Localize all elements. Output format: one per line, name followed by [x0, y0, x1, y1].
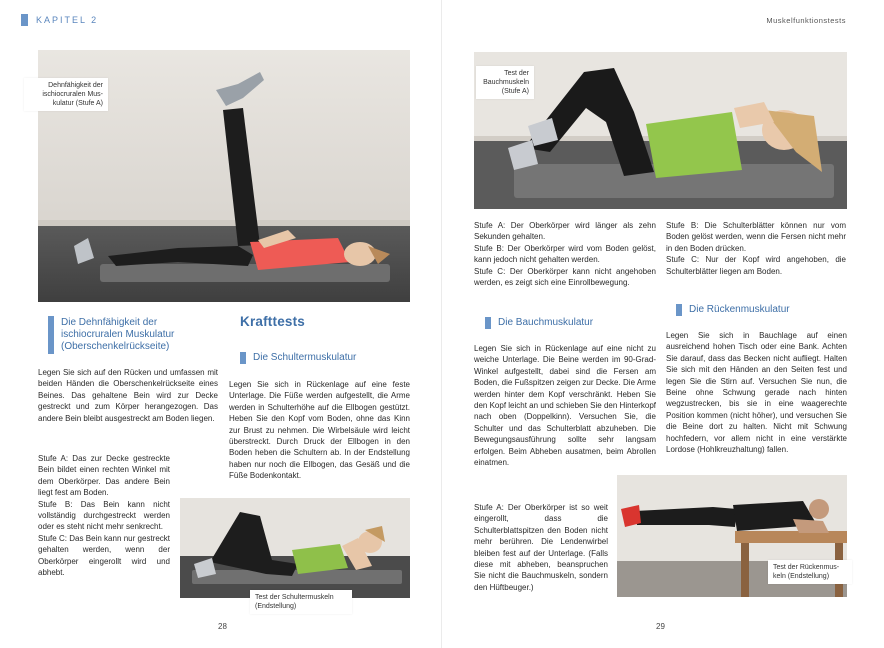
right-page	[442, 0, 884, 648]
heading-bauchmuskulatur: Die Bauchmuskulatur	[498, 317, 594, 328]
text-ruecken: Legen Sie sich in Bauchlage auf einen ausreichend hohen Tisch oder eine Bank. Achten Sie darauf, dass das Becken nicht aufliegt. Halten Sie sich mit den Händen an den Seiten fest und legen Sie die Stirn auf. Versuchen Sie nun, die Beine ohne Schwung gerade nach hinten wegzustrecken, bis sie in eine waagerechte Position kommen (nicht höher), und versuchen Sie die Beine dort zu halten. Nicht mit Schwung hochfedern, vor allem nicht in eine verstärkte Lordose (Hohlkreuzhaltung) fallen.	[666, 331, 847, 455]
heading-bar	[676, 304, 682, 316]
caption-hamstring: Dehnfähigkeit der ischiocruralen Mus- kulatur (Stufe A)	[24, 78, 108, 111]
page-number-left: 28	[218, 622, 227, 631]
text-dehn-intro: Legen Sie sich auf den Rücken und umfassen mit beiden Händen die Oberschenkelrückseite eines Beines. Das gehaltene Bein wird zur Decke gestreckt und zum Körper herangezogen. Das andere Bein bleibt ausgestreckt am Boden liegen.	[38, 368, 218, 423]
text-bauch-stufe-a: Stufe A: Der Oberkörper ist so weit eingerollt, dass die Schulterblattspitzen den Boden nicht mehr berühren. Die Lendenwirbel bleiben fest auf der Unterlage. (Falls diese mit abheben, beanspruchen Sie nicht die Bauchmuskeln, sondern den Hüftbeuger.)	[474, 503, 608, 592]
heading-bar	[48, 316, 54, 354]
heading-dehnfaehigkeit: Die Dehnfähigkeit der ischiocruralen Muskulatur (Oberschenkelrückseite)	[61, 317, 175, 352]
shoulder-test-image	[180, 498, 410, 598]
caption-abdominal: Test der Bauchmuskeln (Stufe A)	[476, 66, 534, 99]
text-dehn-stufen: Stufe A: Das zur Decke gestreckte Bein bildet einen rechten Winkel mit dem Oberkörper. Das andere Bein liegt fest am Boden. Stufe B: Das Bein kann nicht vollständig durchgestreckt werden oder es steht nicht mehr senkrecht. Stufe C: Das Bein kann nur gestreckt gehalten werden, wenn der Oberkörper eingerollt wird und abhebt.	[38, 454, 170, 578]
chapter-label: KAPITEL 2	[36, 15, 99, 25]
heading-schultermuskulatur: Die Schultermuskulatur	[253, 352, 357, 363]
heading-bar	[240, 352, 246, 364]
heading-krafttests: Krafttests	[240, 314, 306, 329]
caption-shoulder: Test der Schultermuskeln (Endstellung)	[250, 590, 352, 614]
text-bauch-stufen-bc: Stufe B: Die Schulterblätter können nur vom Boden gelöst werden, wenn die Fersen nicht mehr in den Boden drücken. Stufe C: Nur der Kopf wird angehoben, die Schulterblätter liegen am Boden.	[666, 221, 846, 276]
heading-bar	[485, 317, 491, 329]
page-number-right: 29	[656, 622, 665, 631]
text-bauch: Legen Sie sich in Rückenlage auf eine nicht zu weiche Unterlage. Die Beine werden im 90-Grad-Winkel aufgestellt, dabei sind die Fersen am Boden, die Fußspitzen zeigen zur Decke. Die Arme werden hinter dem Kopf verschränkt. Heben Sie den Kopf leicht an und schieben Sie den Hinterkopf nach oben (Doppelkinn). Versuchen Sie, die Schulter und das Schulterblatt abzuheben. Die Bewegungsausführung sollte sehr langsam erfolgen. Beim Abheben ausatmen, beim Abrollen einatmen.	[474, 344, 656, 468]
caption-back: Test der Rückenmus- keln (Endstellung)	[768, 560, 852, 584]
photo-shoulder-test	[180, 498, 410, 598]
text-bauch-stufen: Stufe A: Der Oberkörper wird länger als zehn Sekunden gehalten. Stufe B: Der Oberkörper wird vom Boden gelöst, kann jedoch nicht gehalten werden. Stufe C: Der Oberkörper kann nicht angehoben werden, es zeigt sich eine Einrollbewegung.	[474, 221, 656, 288]
text-schulter: Legen Sie sich in Rückenlage auf eine feste Unterlage. Die Füße werden aufgestellt, die Arme werden in Schulterhöhe auf die Ellbogen gestützt. Heben Sie den Kopf vom Boden, ohne das Kinn zur Brust zu nehmen. Die Wirbelsäule wird leicht überstreckt. Durch Druck der Ellbogen in den Boden heben die Schultern ab. In der Endstellung haben nur noch die Ellbogen, das Gesäß und die Füße Bodenkontakt.	[229, 380, 410, 481]
heading-rueckenmuskulatur: Die Rückenmuskulatur	[689, 304, 790, 315]
chapter-marker	[21, 14, 28, 26]
section-label: Muskelfunktionstests	[766, 16, 846, 25]
